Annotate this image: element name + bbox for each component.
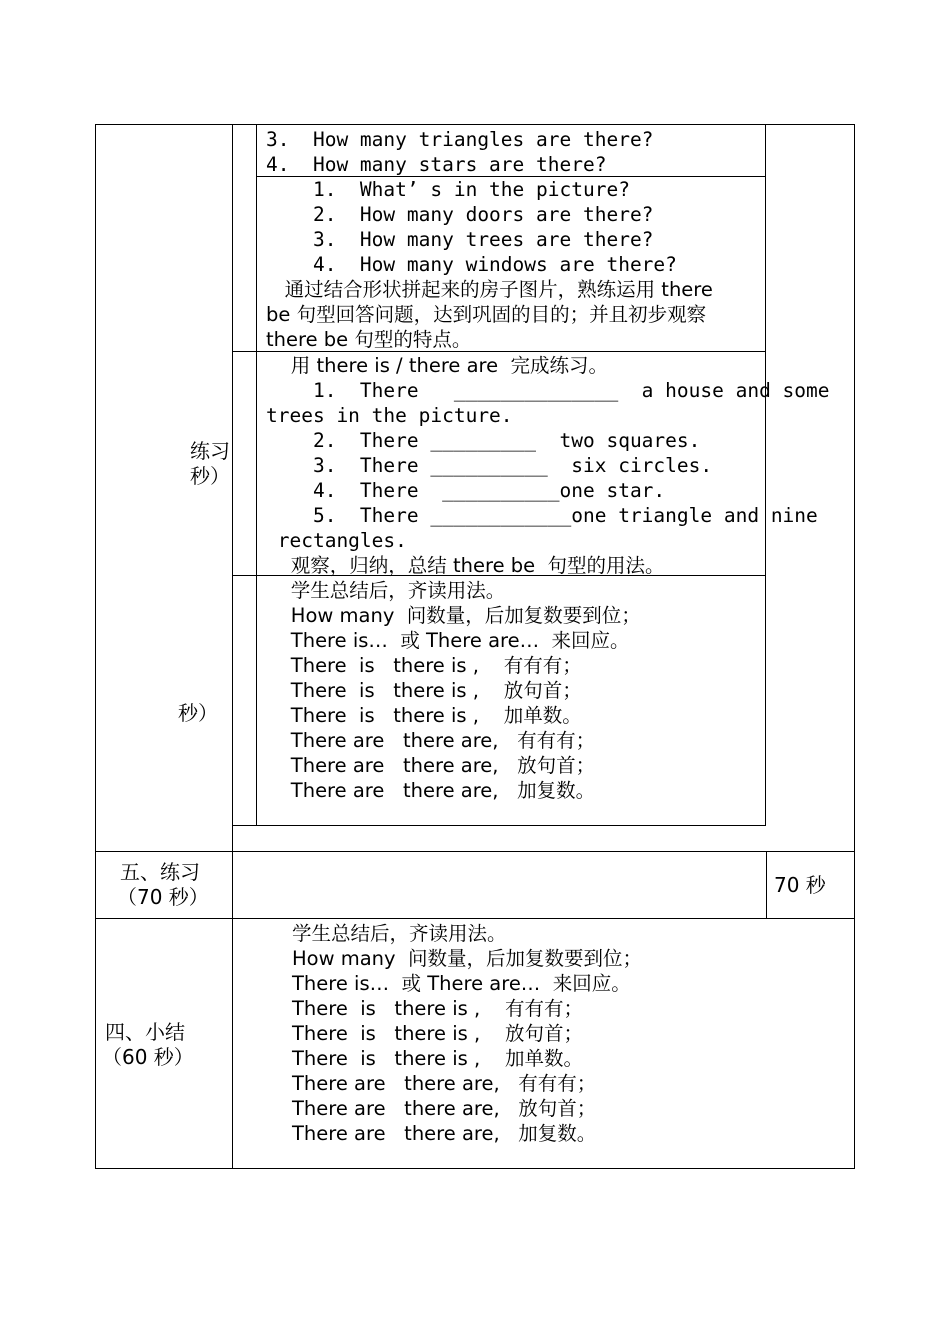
- summary-line: There is there is , 有有有；: [292, 997, 583, 1020]
- summary-line: There are there are, 放句首；: [292, 1097, 597, 1120]
- inner-table-right: [765, 124, 766, 826]
- column-divider-left: [232, 124, 233, 1169]
- rule-line: There is… 或 There are… 来回应。: [266, 629, 630, 652]
- explanation-line: there be 句型的特点。: [266, 328, 472, 351]
- left-cell-label-practice: 练习: [190, 439, 230, 463]
- left-cell-label-seconds-1: 秒）: [190, 464, 230, 488]
- question-line: 2. How many doors are there?: [266, 203, 654, 226]
- summary-line: How many 问数量，后加复数要到位；: [292, 947, 642, 970]
- inner-table-left-gutter: [256, 124, 257, 826]
- left-cell-label-seconds-2: 秒）: [178, 701, 218, 725]
- question-line: 3. How many triangles are there?: [266, 128, 654, 151]
- exercise-instruction: 用 there is / there are 完成练习。: [266, 354, 609, 377]
- table-border-left: [95, 124, 96, 1169]
- summary-line: There is there is , 放句首；: [292, 1022, 583, 1045]
- row-divider-practice-top: [95, 851, 855, 852]
- rule-line: There are there are, 加复数。: [266, 779, 596, 802]
- question-line: 1. What’ s in the picture?: [266, 178, 630, 201]
- practice-time-value: 70 秒: [774, 873, 826, 897]
- exercise-line: 2. There _________ two squares.: [266, 429, 701, 452]
- column-divider-right-practice: [766, 851, 767, 919]
- rule-line: There are there are, 有有有；: [266, 729, 596, 752]
- question-line: 4. How many stars are there?: [266, 153, 607, 176]
- table-border-right: [854, 124, 855, 1169]
- summary-section-title: 四、小结: [105, 1020, 185, 1044]
- summary-line: There are there are, 加复数。: [292, 1122, 597, 1145]
- question-line: 3. How many trees are there?: [266, 228, 654, 251]
- summary-line: There is… 或 There are… 来回应。: [292, 972, 631, 995]
- practice-section-time: （70 秒）: [117, 885, 209, 909]
- exercise-summary: 观察，归纳，总结 there be 句型的用法。: [266, 554, 665, 577]
- rule-line: How many 问数量，后加复数要到位；: [266, 604, 641, 627]
- table-border-bottom: [95, 1168, 855, 1169]
- rule-line: There is there is , 加单数。: [266, 704, 582, 727]
- exercise-line: rectangles.: [266, 529, 407, 552]
- explanation-line: be 句型回答问题，达到巩固的目的；并且初步观察: [266, 303, 707, 326]
- summary-line: 学生总结后，齐读用法。: [292, 922, 507, 945]
- practice-section-title: 五、练习: [120, 860, 200, 884]
- rule-line: There is there is , 有有有；: [266, 654, 582, 677]
- question-line: 4. How many windows are there?: [266, 253, 677, 276]
- rule-line: 学生总结后，齐读用法。: [266, 579, 506, 602]
- exercise-line: 1. There ______________ a house and some: [266, 379, 830, 402]
- rule-line: There is there is , 放句首；: [266, 679, 582, 702]
- summary-line: There is there is , 加单数。: [292, 1047, 583, 1070]
- inner-table-bottom: [232, 825, 766, 826]
- rule-line: There are there are, 放句首；: [266, 754, 596, 777]
- exercise-line: 4. There __________one star.: [266, 479, 666, 502]
- exercise-line: 5. There ____________one triangle and nine: [266, 504, 818, 527]
- summary-line: There are there are, 有有有；: [292, 1072, 597, 1095]
- exercise-line: 3. There __________ six circles.: [266, 454, 713, 477]
- explanation-line: 通过结合形状拼起来的房子图片，熟练运用 there: [266, 278, 713, 301]
- summary-section-time: （60 秒）: [102, 1045, 194, 1069]
- row-divider-summary-top: [95, 918, 855, 919]
- exercise-line: trees in the picture.: [266, 404, 513, 427]
- table-border-top: [95, 124, 855, 125]
